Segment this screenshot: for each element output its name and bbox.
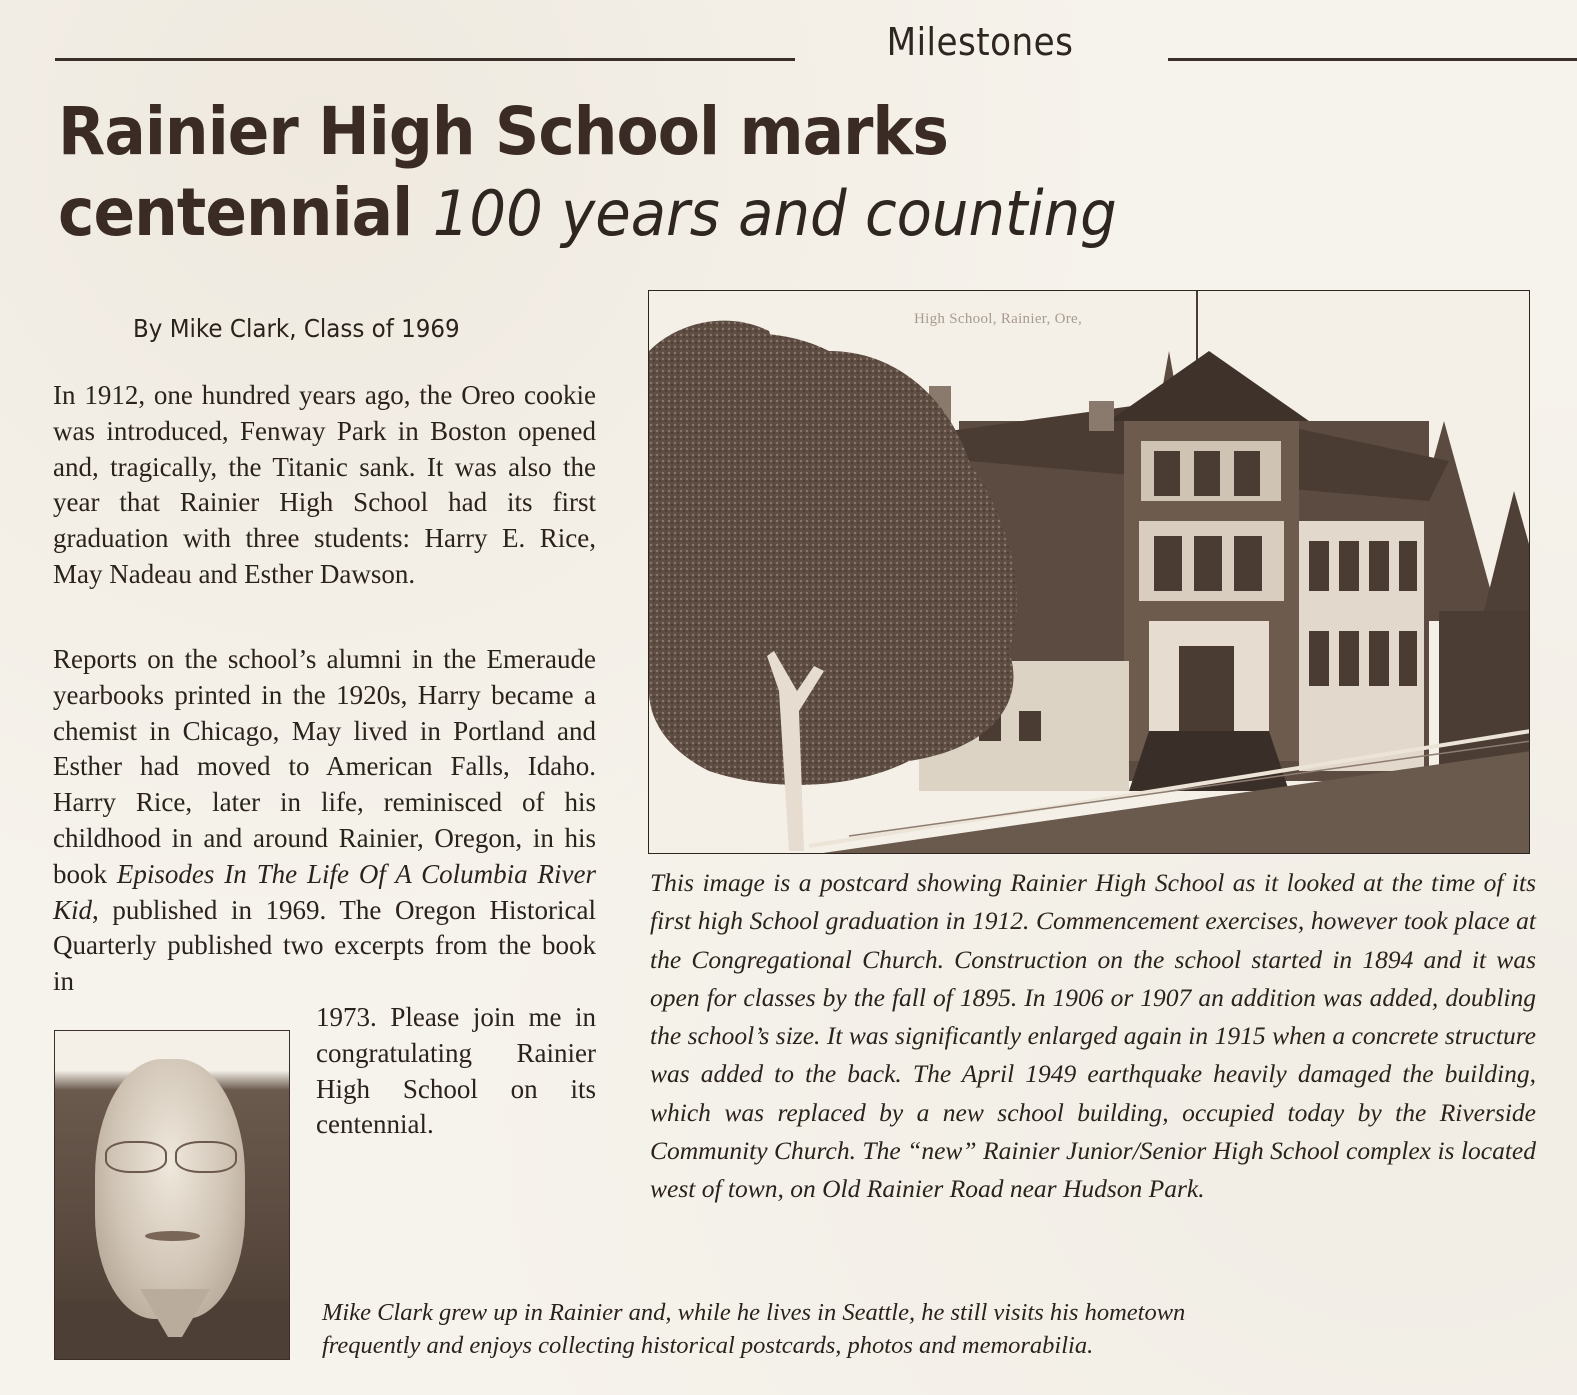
portrait-glasses-left [105, 1141, 167, 1173]
section-label: Milestones [886, 20, 1074, 64]
body-paragraph-1: In 1912, one hundred years ago, the Oreo cookie was introduced, Fenway Park in Boston opened and, tragically, the Titanic sank. It was also the year that Rainier High School had its first graduation with three students: Harry E. Rice, May Nadeau and Esther Dawson. [53, 380, 596, 589]
postcard-caption: This image is a postcard showing Rainier High School as it looked at the time of its first high School graduation in 1912. Commencement exercises, however took place at the Congregational Church. Construction on the school started in 1894 and it was open for classes by the fall of 1895. In 1906 or 1907 an addition was added, doubling the school’s size. It was significantly enlarged again in 1915 when a concrete structure was added to the back. The April 1949 earthquake heavily damaged the building, which was replaced by a new school building, occupied today by the Riverside Community Church. The “new” Rainier Junior/Senior High School complex is located west of town, on Old Rainier Road near Hudson Park. [650, 868, 1536, 1204]
school-building-illustration [649, 291, 1530, 854]
body-paragraph-2-wrap: 1973. Please join me in congratulating Rainier High School on its centennial. [316, 1002, 596, 1140]
author-bio-line-1: Mike Clark grew up in Rainier and, while he lives in Seattle, he still visits his hometown [322, 1299, 1186, 1326]
portrait-head [95, 1059, 245, 1319]
author-bio-line-2: frequently and enjoys collecting historical postcards, photos and memorabilia. [322, 1332, 1094, 1359]
author-portrait [54, 1030, 290, 1360]
headline-line-1: Rainier High School marks [58, 93, 948, 170]
section-rule-left [55, 58, 795, 61]
headline-kicker: 100 years and counting [432, 176, 1117, 250]
author-bio [322, 1296, 1332, 1362]
postcard-label: High School, Rainier, Ore, [914, 311, 1083, 327]
byline: By Mike Clark, Class of 1969 [133, 314, 460, 343]
postcard-image [648, 290, 1530, 854]
body-paragraph-2 [53, 642, 596, 1000]
body-paragraph-2-text: Reports on the school’s alumni in the Emeraude yearbooks printed in the 1920s, Harry became a chemist in Chicago, May lived in Portland and Esther had moved to American Falls, Idaho. Harry Rice, later in life, reminisced of his childhood in and around Rainier, Oregon, in his book [53, 644, 596, 889]
portrait-mouth [145, 1231, 200, 1241]
headline-line-2: centennial [58, 173, 413, 251]
article-headline [58, 92, 1267, 253]
section-rule-right [1168, 58, 1577, 61]
body-paragraph-2-cont: , published in 1969. The Oregon Historical Quarterly published two excerpts from the book in [53, 894, 596, 997]
portrait-glasses-right [175, 1141, 237, 1173]
book-title: Episodes In The Life Of A Columbia River Kid [53, 858, 597, 925]
